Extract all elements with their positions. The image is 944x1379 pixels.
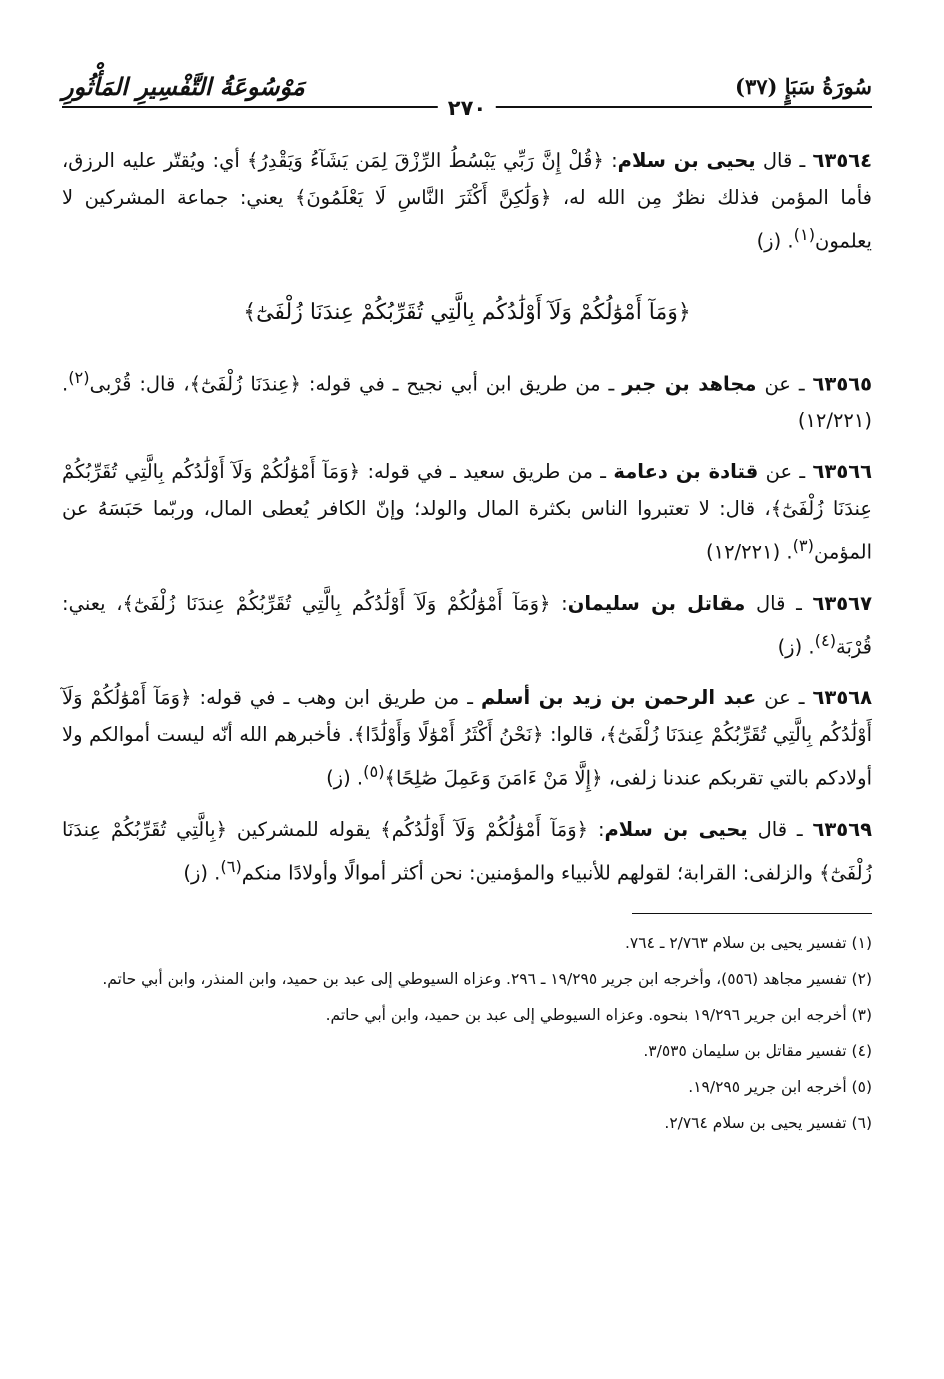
narration-entry <box>62 811 872 892</box>
narrator-name: قتادة بن دعامة <box>613 460 759 483</box>
entry-text: : <box>597 817 605 841</box>
entry-reference: . (ز) <box>326 766 364 790</box>
entry-prefix: ـ عن <box>764 372 805 395</box>
entry-prefix: ـ عن <box>765 460 806 483</box>
entry-text: : <box>611 149 618 172</box>
entry-text: ، قال: لا تعتبروا الناس بكثرة المال والولد؛ وإنّ الكافر يُعطى المال، وربّما حَبَسَهُ عن المؤمن <box>62 497 872 564</box>
narration-entry <box>62 585 872 666</box>
entry-text: يقوله للمشركين <box>236 817 371 841</box>
quran-quote: ﴿إِلَّا مَنْ ءَامَنَ وَعَمِلَ صَٰلِحًا﴾ <box>384 766 603 790</box>
entry-prefix: ـ قال <box>757 817 803 841</box>
entry-text: أي: ويُقتّر عليه الرزق، فأما المؤمن فذلك نظرٌ مِن الله له، <box>62 149 873 209</box>
entry-number: ٦٣٥٦٧ <box>812 591 872 615</box>
footnote: (١) تفسير يحيى بن سلام ٢/٧٦٣ ـ ٧٦٤. <box>624 934 872 952</box>
entry-prefix: ـ قال <box>762 149 806 172</box>
quran-quote: ﴿وَمَآ أَمْوَٰلُكُمْ وَلَآ أَوْلَٰدُكُم بِالَّتِي تُقَرِّبُكُمْ عِندَنَا زُلْفَىٰٓ﴾ <box>122 591 551 615</box>
quran-quote: ﴿وَمَآ أَمْوَٰلُكُمْ وَلَآ أَوْلَٰدُكُم بِالَّتِي تُقَرِّبُكُمْ عِندَنَا زُلْفَىٰٓ﴾ <box>62 686 872 746</box>
footnote: (٥) أخرجه ابن جرير ١٩/٢٩٥. <box>688 1078 872 1096</box>
footnotes <box>62 928 872 1138</box>
page-number: ٢٧٠ <box>438 96 496 120</box>
entry-number: ٦٣٥٦٨ <box>812 686 873 709</box>
section-verse: ﴿وَمَآ أَمْوَٰلُكُمْ وَلَآ أَوْلَٰدُكُم بِالَّتِي تُقَرِّبُكُمْ عِندَنَا زُلْفَىٰٓ﴾ <box>243 299 691 325</box>
footnote: (٣) أخرجه ابن جرير ١٩/٢٩٦ بنحوه. وعزاه السيوطي إلى عبد بن حميد، وابن أبي حاتم. <box>325 1006 872 1024</box>
narrator-name: يحيى بن سلام <box>604 817 748 841</box>
narrator-name: مقاتل بن سليمان <box>567 591 746 615</box>
narrator-name: مجاهد بن جبر <box>622 372 757 395</box>
narration-entry <box>62 679 872 797</box>
quran-quote: ﴿وَمَآ أَمْوَٰلُكُمْ وَلَآ أَوْلَٰدُكُم﴾ <box>380 817 589 841</box>
entry-text: . فأخبرهم الله أنّه ليست أموالكم ولا أولادكم بالتي تقربكم عندنا زلفى، <box>62 723 872 790</box>
footnote-marker: (٣) <box>792 536 814 555</box>
entry-text: ، يعني: قُرْبَة <box>62 591 872 658</box>
footnote-marker: (٢) <box>68 367 90 387</box>
entry-reference: . (١٢/٢٢١) <box>62 372 872 432</box>
entry-number: ٦٣٥٦٦ <box>812 460 873 483</box>
footnote: (٢) تفسير مجاهد (٥٥٦)، وأخرجه ابن جرير ١٩/٢٩٥ ـ ٢٩٦. وعزاه السيوطي إلى عبد بن حميد، وابن المنذر، وابن أبي حاتم. <box>102 970 872 988</box>
quran-quote: ﴿بِالَّتِي تُقَرِّبُكُمْ عِندَنَا زُلْفَىٰٓ﴾ <box>62 817 872 884</box>
footnote: (٦) تفسير يحيى بن سلام ٢/٧٦٤. <box>664 1114 872 1132</box>
entry-text: : <box>561 591 568 615</box>
entry-prefix: ـ عن <box>764 686 805 709</box>
narrator-name: عبد الرحمن بن زيد بن أسلم <box>481 686 757 709</box>
entry-text: ـ من طريق سعيد ـ في قوله: <box>367 460 607 483</box>
entry-number: ٦٣٥٦٤ <box>812 149 873 172</box>
footnote-marker: (٤) <box>814 630 837 650</box>
entry-reference: . (١٢/٢٢١) <box>706 540 793 564</box>
entry-text: ، قال: قُرْبى <box>89 372 190 395</box>
quran-quote: ﴿قُلْ إِنَّ رَبِّي يَبْسُطُ الرِّزْقَ لِمَن يَشَآءُ وَيَقْدِرُ﴾ <box>247 149 604 172</box>
narration-entry <box>62 453 872 571</box>
footnote: (٤) تفسير مقاتل بن سليمان ٣/٥٣٥. <box>643 1042 872 1060</box>
surah-title: سُورَةُ سَبَإٍ (٣٧) <box>735 74 872 99</box>
quran-quote: ﴿عِندَنَا زُلْفَىٰٓ﴾ <box>189 372 301 395</box>
entry-text: ، قالوا: <box>549 723 607 746</box>
narration-entry <box>62 142 872 260</box>
entry-reference: . (ز) <box>183 861 221 884</box>
entry-text: ـ من طريق ابن وهب ـ في قوله: <box>199 686 473 709</box>
entry-reference: . (ز) <box>756 229 794 253</box>
footnote-marker: (٦) <box>220 856 242 876</box>
narrator-name: يحيى بن سلام <box>617 149 756 172</box>
entry-number: ٦٣٥٦٩ <box>812 817 873 841</box>
page-header <box>62 70 872 120</box>
entry-prefix: ـ قال <box>756 591 802 615</box>
narration-entry <box>62 359 872 440</box>
quran-quote: ﴿وَلَٰكِنَّ أَكْثَرَ النَّاسِ لَا يَعْلَمُونَ﴾ <box>294 186 552 209</box>
entry-text: ـ من طريق ابن أبي نجيح ـ في قوله: <box>308 372 615 395</box>
entry-number: ٦٣٥٦٥ <box>812 372 873 395</box>
footnote-marker: (١) <box>793 225 816 244</box>
book-title: مَوْسُوعَةُ التَّفْسِيرِ المَأْثُورِ <box>62 72 305 101</box>
entry-text: والزلفى: القرابة؛ لقولهم للأنبياء والمؤمنين: نحن أكثر أموالًا وأولادًا منكم <box>241 861 813 884</box>
entry-text: يعني: جماعة المشركين لا يعلمون <box>62 186 872 253</box>
quran-quote: ﴿نَحْنُ أَكْثَرُ أَمْوَٰلًا وَأَوْلَٰدًا﴾ <box>353 723 544 746</box>
footnote-marker: (٥) <box>363 762 385 781</box>
entry-reference: . (ز) <box>777 635 815 658</box>
book-page <box>62 70 872 1349</box>
quran-quote: ﴿وَمَآ أَمْوَٰلُكُمْ وَلَآ أَوْلَٰدُكُم بِالَّتِي تُقَرِّبُكُمْ عِندَنَا زُلْفَىٰٓ﴾ <box>62 460 872 520</box>
footnote-separator <box>632 913 872 914</box>
